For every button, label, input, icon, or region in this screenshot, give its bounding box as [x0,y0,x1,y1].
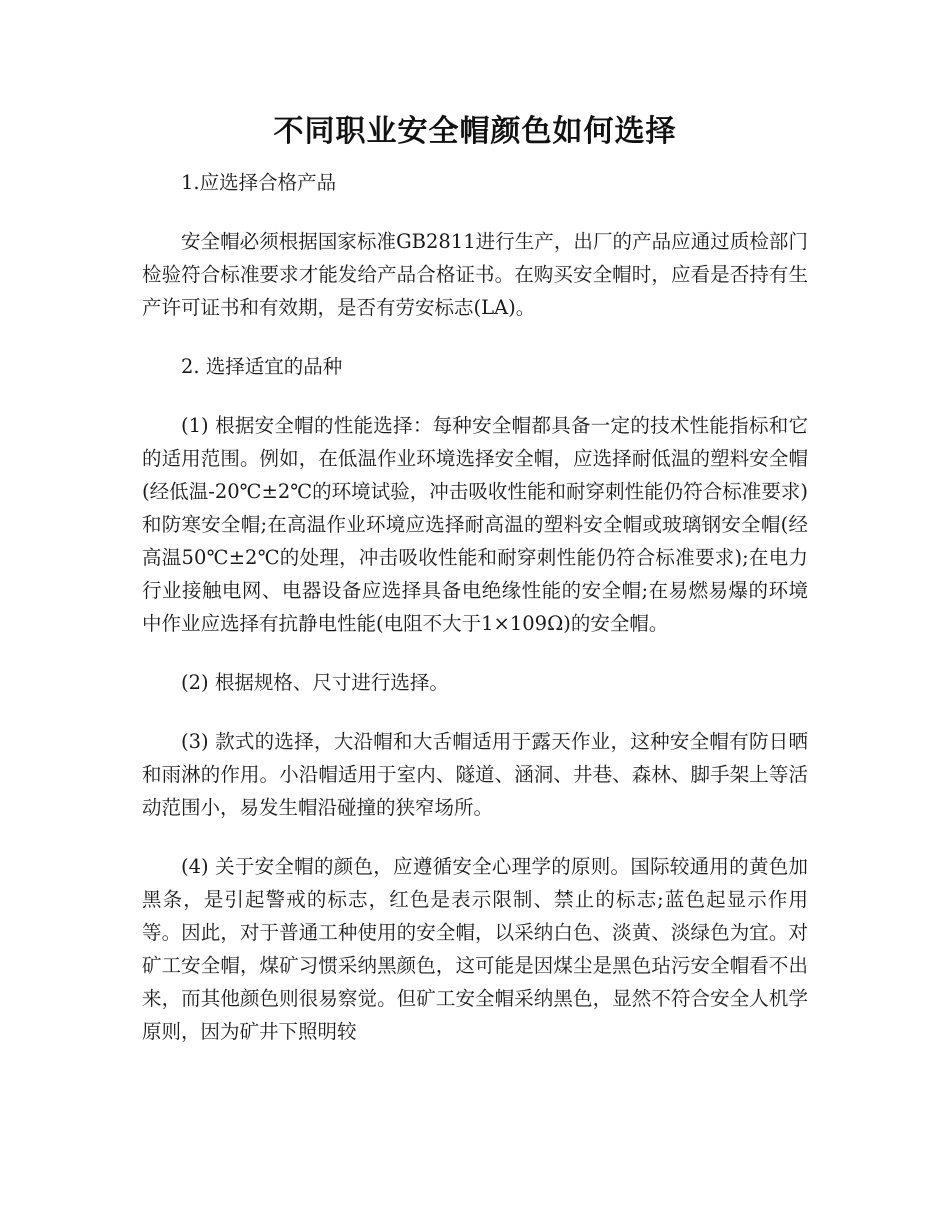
paragraph-size-selection: (2) 根据规格、尺寸进行选择。 [181,671,449,694]
paragraph-style-selection: (3) 款式的选择，大沿帽和大舌帽适用于露天作业，这种安全帽有防日晒和雨淋的作用。小沿帽适用于室内、隧道、涵洞、井巷、森林、脚手架上等活动范围小，易发生帽沿碰撞的狭窄场所。 [142,730,808,819]
paragraph-color-selection: (4) 关于安全帽的颜色，应遵循安全心理学的原则。国际较通用的黄色加黑条，是引起警戒的标志，红色是表示限制、禁止的标志;蓝色起显示作用等。因此，对于普通工种使用的安全帽，以采纳白色、淡黄、淡绿色为宜。对矿工安全帽，煤矿习惯采纳黑颜色，这可能是因煤尘是黑色玷污安全帽看不出来，而其他颜色则很易察觉。但矿工安全帽采纳黑色，显然不符合安全人机学原则，因为矿井下照明较 [142,855,808,1043]
document-title: 不同职业安全帽颜色如何选择 [273,114,677,149]
paragraph-performance-selection: (1) 根据安全帽的性能选择：每种安全帽都具备一定的技术性能指标和它的适用范围。例如，在低温作业环境选择安全帽，应选择耐低温的塑料安全帽(经低温-20℃±2℃的环境试验，冲击吸收性能和耐穿刺性能仍符合标准要求)和防寒安全帽;在高温作业环境应选择耐高温的塑料安全帽或玻璃钢安全帽(经高温50℃±2℃的处理，冲击吸收性能和耐穿刺性能仍符合标准要求);在电力行业接触电网、电器设备应选择具备电绝缘性能的安全帽;在易燃易爆的环境中作业应选择有抗静电性能(电阻不大于1×109Ω)的安全帽。 [142,414,808,635]
paragraph-qualified-products: 安全帽必须根据国家标准GB2811进行生产，出厂的产品应通过质检部门检验符合标准要求才能发给产品合格证书。在购买安全帽时，应看是否持有生产许可证书和有效期，是否有劳安标志(LA)。 [142,230,808,319]
document-body [142,166,808,1074]
section-heading-2: 2. 选择适宜的品种 [181,355,343,378]
section-heading-1: 1.应选择合格产品 [181,171,337,194]
